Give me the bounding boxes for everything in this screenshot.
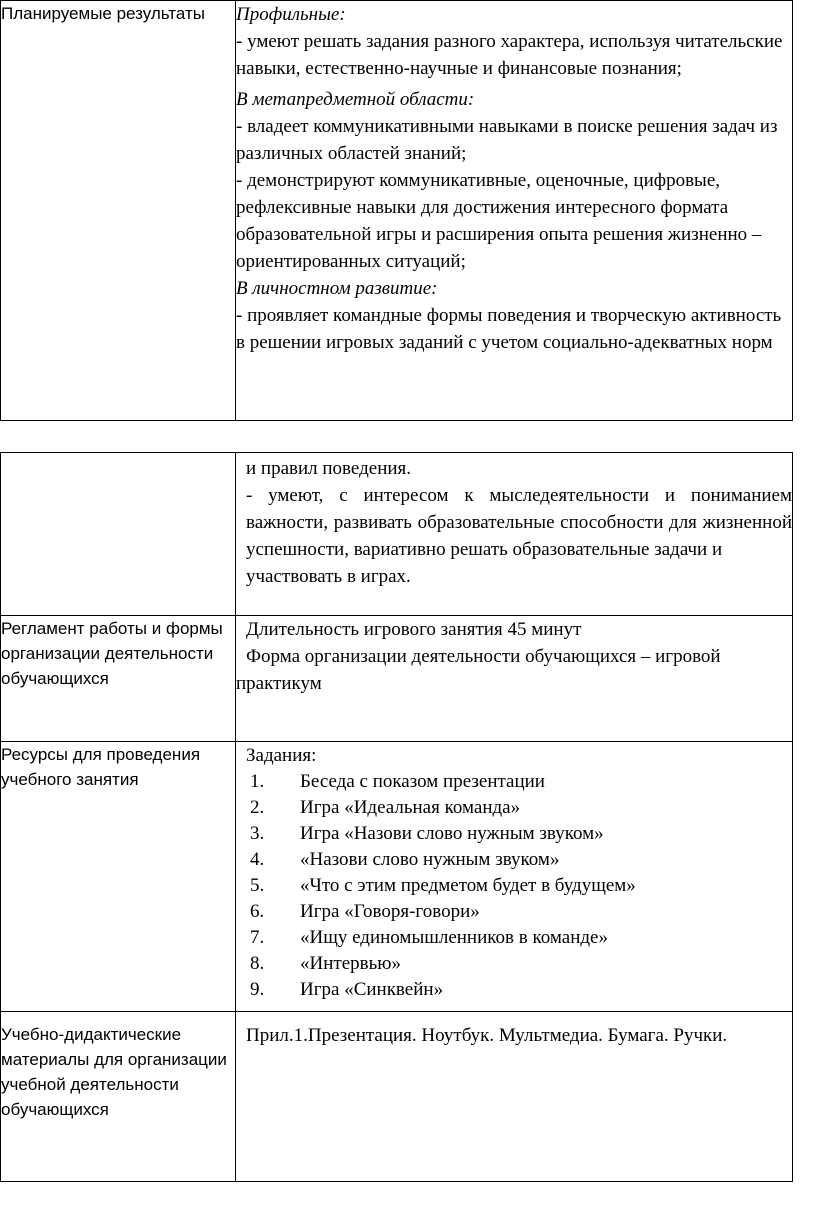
list-item: 2. Игра «Идеальная команда»	[250, 797, 521, 818]
table-row	[1, 1, 793, 421]
continuation-content	[236, 453, 793, 616]
planned-results-label: Планируемые результаты	[1, 1, 236, 421]
profile-item: - умеют решать задания разного характера, используя читательские навыки, естественно-научные и финансовые познания;	[236, 31, 783, 79]
continuation-line: и правил поведения.	[246, 458, 412, 479]
resources-content	[236, 742, 793, 1012]
personal-item: - проявляет командные формы поведения и творческую активность в решении игровых заданий с учетом социально-адекватных норм	[236, 305, 782, 353]
list-item: 4. «Назови слово нужным звуком»	[250, 849, 560, 870]
meta-heading: В метапредметной области:	[236, 89, 475, 110]
planned-results-content	[236, 1, 793, 421]
list-item: 8. «Интервью»	[250, 953, 401, 974]
regulation-label: Регламент работы и формы организации деятельности обучающихся	[1, 616, 236, 742]
list-item: 9. Игра «Синквейн»	[250, 979, 444, 1000]
table-row	[1, 616, 793, 742]
personal-heading: В личностном развитие:	[236, 278, 438, 299]
table-row	[1, 1012, 793, 1182]
list-item: 6. Игра «Говоря-говори»	[250, 901, 480, 922]
list-item: 7. «Ищу единомышленников в команде»	[250, 927, 608, 948]
list-item: 1. Беседа с показом презентации	[250, 771, 545, 792]
meta-item: - демонстрируют коммуникативные, оценочные, цифровые, рефлексивные навыки для достижения интересного формата образовательной игры и расширения опыта решения жизненно – ориентированных ситуаций;	[236, 170, 762, 272]
regulation-form: Форма организации деятельности обучающихся – игровой практикум	[236, 646, 721, 694]
empty-label-cell	[1, 453, 236, 616]
resources-label: Ресурсы для проведения учебного занятия	[1, 742, 236, 1012]
organization-table	[0, 452, 793, 1182]
table-row	[1, 742, 793, 1012]
materials-value: Прил.1.Презентация. Ноутбук. Мультмедиа. Бумага. Ручки.	[246, 1025, 728, 1046]
materials-content	[236, 1012, 793, 1182]
regulation-duration: Длительность игрового занятия 45 минут	[246, 619, 582, 640]
planned-results-table	[0, 0, 793, 421]
tasks-heading: Задания:	[246, 745, 317, 766]
meta-item: - владеет коммуникативными навыками в поиске решения задач из различных областей знаний;	[236, 116, 778, 164]
profile-heading: Профильные:	[236, 4, 346, 25]
list-item: 5. «Что с этим предметом будет в будущем»	[250, 875, 636, 896]
regulation-content	[236, 616, 793, 742]
table-row	[1, 453, 793, 616]
list-item: 3. Игра «Назови слово нужным звуком»	[250, 823, 604, 844]
continuation-line: участвовать в играх.	[246, 566, 411, 587]
continuation-line: - умеют, с интересом к мыследеятельности и пониманием важности, развивать образовательные способности для жизненной успешности, вариативно решать образовательные задачи и	[246, 485, 792, 560]
tasks-list	[236, 769, 792, 1003]
materials-label: Учебно-дидактические материалы для организации учебной деятельности обучающихся	[1, 1012, 236, 1182]
